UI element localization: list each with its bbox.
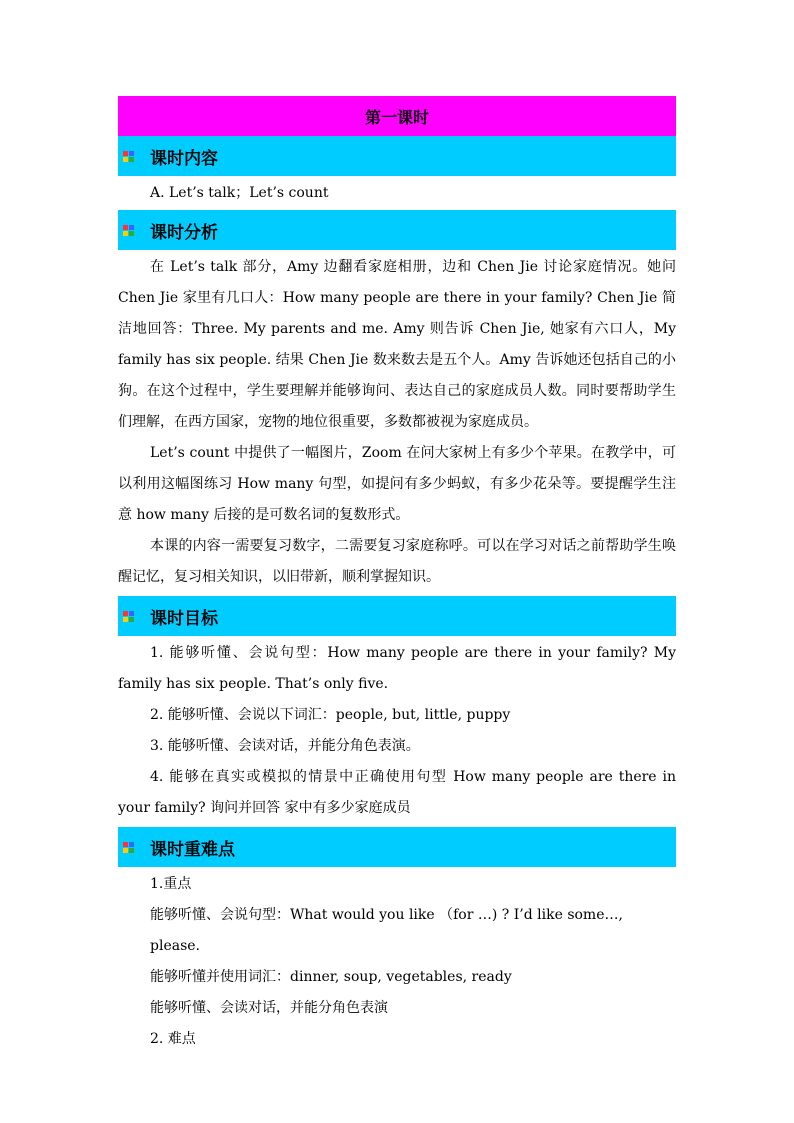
section-heading-text: 课时内容 xyxy=(150,148,218,169)
body-line: A. Let’s talk；Let’s count xyxy=(150,185,329,201)
body-paragraph: Let’s count 中提供了一幅图片，Zoom 在问大家树上有多少个苹果。在教学中，可以利用这幅图练习 How many 句型，如提问有多少蚂蚁，有多少花朵等。要提醒学生注意 how many 后接的是可数名词的复数形式。 xyxy=(118,445,676,523)
body-line: 能够听懂、会说句型：What would you like （for …) ? I’d like some…, please. xyxy=(150,907,623,954)
section-body-analysis xyxy=(118,250,676,596)
section-heading-text: 课时分析 xyxy=(150,222,218,243)
body-line: 1.重点 xyxy=(150,876,192,892)
section-heading-key-points xyxy=(118,827,676,867)
section-body-key-points xyxy=(118,867,676,1055)
objective-item: 1. 能够听懂、会说句型：How many people are there in your family? My family has six people. That’s only five. xyxy=(118,645,676,692)
bookmark-icon xyxy=(122,149,136,163)
body-line: 能够听懂并使用词汇：dinner, soup, vegetables, ready xyxy=(150,969,512,985)
section-body-objectives xyxy=(118,636,676,827)
bookmark-icon xyxy=(122,223,136,237)
lesson-title: 第一课时 xyxy=(364,107,429,127)
objective-item: 4. 能够在真实或模拟的情景中正确使用句型 How many people are there in your family? 询问并回答 家中有多少家庭成员 xyxy=(118,769,676,816)
bookmark-icon xyxy=(122,840,136,854)
lesson-title-bar xyxy=(118,96,676,136)
document-page xyxy=(118,96,676,1055)
section-body-content xyxy=(118,176,676,210)
body-paragraph: 本课的内容一需要复习数字，二需要复习家庭称呼。可以在学习对话之前帮助学生唤醒记忆，复习相关知识，以旧带新，顺利掌握知识。 xyxy=(118,538,676,585)
body-line: 2. 难点 xyxy=(150,1031,196,1047)
section-heading-text: 课时目标 xyxy=(150,608,218,629)
bookmark-icon xyxy=(122,609,136,623)
objective-item: 3. 能够听懂、会读对话，并能分角色表演。 xyxy=(150,738,420,754)
section-heading-analysis xyxy=(118,210,676,250)
body-line: 能够听懂、会读对话，并能分角色表演 xyxy=(150,1000,388,1016)
body-paragraph: 在 Let’s talk 部分，Amy 边翻看家庭相册，边和 Chen Jie 讨论家庭情况。她问 Chen Jie 家里有几口人：How many people are there in your family? Chen Jie 简洁地回答：Three. My parents and me. Amy 则告诉 Chen Jie, 她家有六口人，My family has six people. 结果 Chen Jie 数来数去是五个人。Amy 告诉她还包括自己的小狗。在这个过程中，学生要理解并能够询问、表达自己的家庭成员人数。同时要帮助学生们理解，在西方国家，宠物的地位很重要，多数都被视为家庭成员。 xyxy=(118,259,676,430)
section-heading-text: 课时重难点 xyxy=(150,839,235,860)
section-heading-content xyxy=(118,136,676,176)
objective-item: 2. 能够听懂、会说以下词汇：people, but, little, puppy xyxy=(150,707,511,723)
section-heading-objectives xyxy=(118,596,676,636)
